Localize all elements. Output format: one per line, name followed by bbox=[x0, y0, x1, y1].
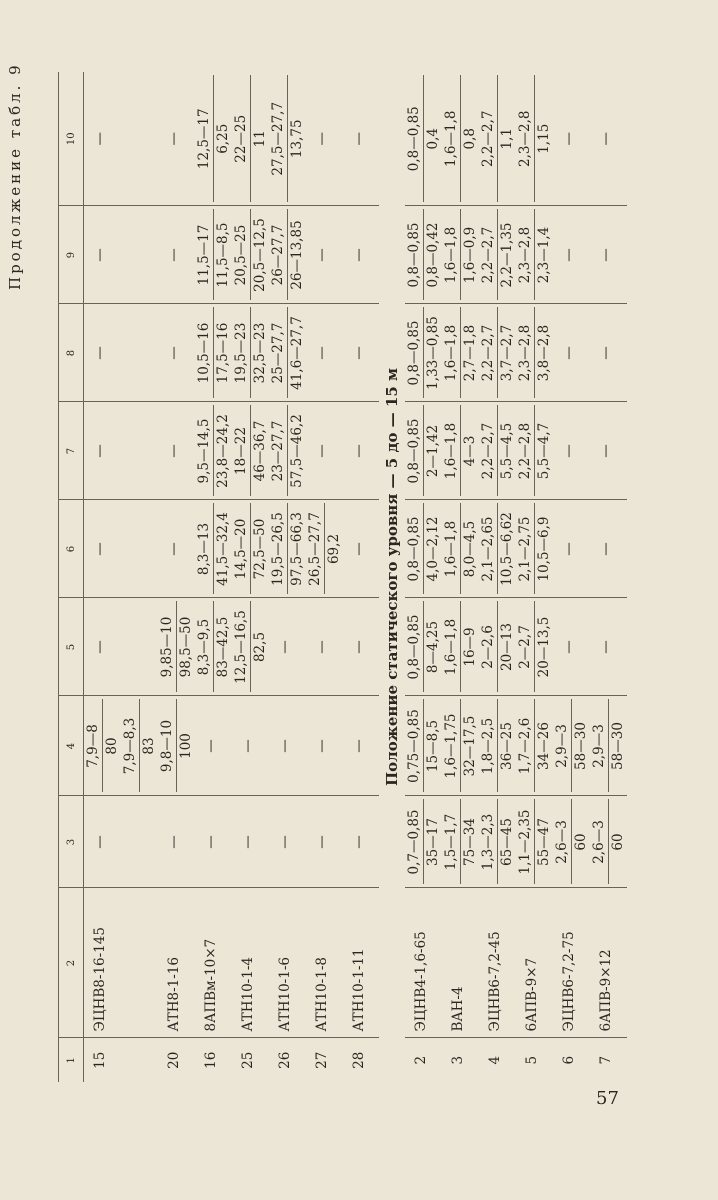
cell-value: — bbox=[351, 640, 367, 654]
fraction-numerator: 1,1—2,35 bbox=[516, 800, 535, 885]
cell-value: — bbox=[561, 542, 577, 556]
fraction-denominator: 15—8,5 bbox=[425, 719, 441, 773]
cell-value: — bbox=[561, 132, 577, 146]
fraction-numerator: 1,5—1,7 bbox=[442, 800, 461, 885]
fraction-denominator: 10,5—6,9 bbox=[536, 516, 552, 582]
table-row bbox=[553, 72, 590, 1082]
fraction-denominator: 34—26 bbox=[536, 722, 552, 770]
cell-value: — bbox=[314, 248, 330, 262]
cell-value: ЭЦНВ4-1,6-65 bbox=[413, 931, 429, 1032]
fraction-numerator: 2,9—3 bbox=[590, 700, 609, 793]
table-row bbox=[590, 72, 627, 1082]
cell-value: — bbox=[277, 640, 293, 654]
fraction-denominator: 1,15 bbox=[536, 123, 552, 154]
cell-value: — bbox=[598, 542, 614, 556]
fraction-denominator: 1,33—0,85 bbox=[425, 316, 441, 390]
fraction-denominator: 11,5—8,5 bbox=[215, 222, 231, 288]
fraction-denominator: 41,6—27,7 bbox=[289, 316, 305, 390]
cell-value: — bbox=[314, 640, 330, 654]
fraction-denominator: 80 bbox=[104, 737, 120, 755]
table-row bbox=[343, 72, 379, 1082]
cell-value: — bbox=[166, 835, 182, 849]
fraction-numerator: 12,5—16,5 bbox=[232, 602, 251, 693]
cell-value: — bbox=[351, 444, 367, 458]
fraction-numerator: 19,5—23 bbox=[232, 308, 251, 399]
fraction-denominator: 5,5—4,7 bbox=[536, 422, 552, 480]
cell-value: — bbox=[598, 248, 614, 262]
column-header: 8 bbox=[59, 304, 84, 402]
cell-value: — bbox=[561, 248, 577, 262]
fraction-denominator: 0,8 bbox=[462, 128, 478, 150]
fraction-numerator: 23—27,7 bbox=[269, 406, 288, 497]
fraction-numerator: 0,8—0,85 bbox=[405, 406, 424, 497]
table-row bbox=[442, 72, 479, 1082]
fraction-denominator: 0,8—0,42 bbox=[425, 222, 441, 288]
fraction-denominator: 69,2 bbox=[326, 533, 342, 565]
table-caption: Продолжение табл. 9 bbox=[6, 62, 24, 290]
column-header: 4 bbox=[59, 696, 84, 796]
cell-value: 8АПВм-10×7 bbox=[203, 938, 219, 1032]
fraction-denominator: 17,5—16 bbox=[215, 322, 231, 384]
cell-value: — bbox=[92, 444, 108, 458]
column-header: 7 bbox=[59, 402, 84, 500]
column-header: 9 bbox=[59, 206, 84, 304]
cell-value: — bbox=[561, 346, 577, 360]
fraction-numerator: 1,7—2,6 bbox=[516, 700, 535, 793]
cell-value: АТН10-1-8 bbox=[314, 957, 330, 1032]
cell-value: — bbox=[598, 132, 614, 146]
fraction-denominator: 20—13,5 bbox=[536, 616, 552, 678]
fraction-denominator: 2,2—1,35 bbox=[499, 222, 515, 288]
fraction-denominator: 4—3 bbox=[462, 435, 478, 467]
fraction-numerator: 11,5—17 bbox=[195, 210, 214, 301]
fraction-numerator: 2,9—3 bbox=[553, 700, 572, 793]
fraction-numerator: 2—2,7 bbox=[516, 602, 535, 693]
fraction-denominator: 2—1,42 bbox=[425, 424, 441, 478]
fraction-denominator: 16—9 bbox=[462, 627, 478, 667]
data-table bbox=[58, 72, 627, 1082]
cell-value: — bbox=[166, 132, 182, 146]
cell-value: — bbox=[561, 640, 577, 654]
cell-value: — bbox=[240, 739, 256, 753]
fraction-numerator: 7,9—8 bbox=[84, 700, 103, 793]
cell-value: — bbox=[314, 132, 330, 146]
cell-value: — bbox=[92, 248, 108, 262]
fraction-denominator: 26—13,85 bbox=[289, 220, 305, 290]
fraction-denominator: 41,5—32,4 bbox=[215, 512, 231, 586]
fraction-numerator: 1,6—1,8 bbox=[442, 75, 461, 203]
table-row bbox=[516, 72, 553, 1082]
cell-value: 28 bbox=[351, 1051, 367, 1069]
fraction-numerator: 0,7—0,85 bbox=[405, 800, 424, 885]
fraction-numerator: 8,3—13 bbox=[195, 504, 214, 595]
cell-value: — bbox=[277, 835, 293, 849]
cell-value: ЭЦНВ6-7,2-45 bbox=[487, 931, 503, 1032]
cell-value: — bbox=[166, 346, 182, 360]
cell-value: — bbox=[92, 640, 108, 654]
cell-value: АТН8-1-16 bbox=[166, 957, 182, 1032]
fraction-numerator: 0,75—0,85 bbox=[405, 700, 424, 793]
fraction-denominator: 55—47 bbox=[536, 818, 552, 866]
cell-value: ВАН-4 bbox=[450, 986, 466, 1032]
cell-value: 4 bbox=[487, 1055, 503, 1065]
cell-value: 20 bbox=[166, 1051, 182, 1069]
fraction-numerator: 2,3—2,8 bbox=[516, 75, 535, 203]
fraction-numerator: 2,3—2,8 bbox=[516, 210, 535, 301]
table-row bbox=[306, 72, 343, 1082]
fraction-numerator: 0,8—0,85 bbox=[405, 504, 424, 595]
cell-value: — bbox=[351, 739, 367, 753]
cell-value: — bbox=[92, 542, 108, 556]
fraction-numerator: 22—25 bbox=[232, 75, 251, 203]
column-header: 1 bbox=[59, 1038, 84, 1082]
fraction-numerator: 9,5—14,5 bbox=[195, 406, 214, 497]
fraction-denominator: 2,3—1,4 bbox=[536, 226, 552, 284]
fraction-numerator: 9,8—10 bbox=[158, 700, 177, 793]
fraction-denominator: 5,5—4,5 bbox=[499, 422, 515, 480]
cell-value: — bbox=[92, 835, 108, 849]
fraction-numerator: 0,8—0,85 bbox=[405, 210, 424, 301]
cell-value: — bbox=[240, 835, 256, 849]
fraction-denominator: 8—4,25 bbox=[425, 620, 441, 674]
fraction-numerator: 0,8—0,85 bbox=[405, 75, 424, 203]
fraction-numerator: 10,5—16 bbox=[195, 308, 214, 399]
cell-value: 16 bbox=[203, 1051, 219, 1069]
fraction-denominator: 98,5—50 bbox=[178, 616, 194, 678]
cell-value: 6АПВ-9×12 bbox=[598, 949, 614, 1032]
fraction-numerator: 2,6—3 bbox=[553, 800, 572, 885]
cell-value: — bbox=[277, 739, 293, 753]
cell-value: — bbox=[351, 346, 367, 360]
fraction-denominator: 100 bbox=[178, 733, 194, 759]
fraction-denominator: 13,75 bbox=[289, 119, 305, 159]
fraction-denominator: 60 bbox=[573, 833, 589, 851]
rotated-table bbox=[58, 72, 638, 1082]
fraction-denominator: 72,5—50 bbox=[252, 518, 268, 580]
cell-value: — bbox=[166, 444, 182, 458]
table-row bbox=[158, 72, 195, 1082]
fraction-numerator: 2,1—2,65 bbox=[479, 504, 498, 595]
fraction-numerator: 2,2—2,7 bbox=[479, 75, 498, 203]
fraction-denominator: 32,5—23 bbox=[252, 322, 268, 384]
fraction-numerator: 0,8—0,85 bbox=[405, 602, 424, 693]
cell-value: — bbox=[598, 346, 614, 360]
cell-value: ЭЦНВ8-16-145 bbox=[92, 927, 108, 1032]
cell-value: 3 bbox=[450, 1055, 466, 1065]
fraction-numerator: 18—22 bbox=[232, 406, 251, 497]
fraction-numerator: 2,1—2,75 bbox=[516, 504, 535, 595]
fraction-denominator: 3,8—2,8 bbox=[536, 324, 552, 382]
cell-value: 5 bbox=[524, 1055, 540, 1065]
fraction-denominator: 1,1 bbox=[499, 128, 515, 150]
table-row bbox=[195, 72, 232, 1082]
fraction-numerator: 2,6—3 bbox=[590, 800, 609, 885]
fraction-numerator: 1,3—2,3 bbox=[479, 800, 498, 885]
fraction-numerator: 26,5—27,7 bbox=[306, 504, 325, 595]
cell-value: — bbox=[351, 542, 367, 556]
cell-value: — bbox=[351, 835, 367, 849]
fraction-numerator: 25—27,7 bbox=[269, 308, 288, 399]
cell-value: — bbox=[351, 248, 367, 262]
fraction-denominator: 36—25 bbox=[499, 722, 515, 770]
fraction-denominator: 11 bbox=[252, 130, 268, 148]
fraction-numerator: 2,2—2,7 bbox=[479, 406, 498, 497]
fraction-numerator: 9,85—10 bbox=[158, 602, 177, 693]
column-header: 5 bbox=[59, 598, 84, 696]
column-header: 3 bbox=[59, 796, 84, 888]
fraction-denominator: 0,4 bbox=[425, 128, 441, 150]
column-header: 10 bbox=[59, 72, 84, 206]
column-header: 6 bbox=[59, 500, 84, 598]
fraction-numerator: 1,6—1,75 bbox=[442, 700, 461, 793]
fraction-numerator: 0,8—0,85 bbox=[405, 308, 424, 399]
cell-value: — bbox=[92, 132, 108, 146]
fraction-numerator: 20,5—25 bbox=[232, 210, 251, 301]
fraction-denominator: 20,5—12,5 bbox=[252, 218, 268, 292]
fraction-denominator: 8,0—4,5 bbox=[462, 520, 478, 578]
fraction-denominator: 2,7—1,8 bbox=[462, 324, 478, 382]
table-row bbox=[479, 72, 516, 1082]
fraction-denominator: 4,0—2,12 bbox=[425, 516, 441, 582]
fraction-denominator: 82,5 bbox=[252, 631, 268, 663]
cell-value: 2 bbox=[413, 1055, 429, 1065]
fraction-numerator: 26—27,7 bbox=[269, 210, 288, 301]
fraction-denominator: 83 bbox=[141, 737, 157, 755]
section-title: Положение статического уровня — 5 до — 15 м bbox=[383, 367, 401, 787]
fraction-denominator: 58—30 bbox=[573, 722, 589, 770]
fraction-numerator: 2,2—2,8 bbox=[516, 406, 535, 497]
fraction-numerator: 2—2,6 bbox=[479, 602, 498, 693]
cell-value: АТН10-1-11 bbox=[351, 948, 367, 1032]
cell-value: 26 bbox=[277, 1051, 293, 1069]
fraction-denominator: 35—17 bbox=[425, 818, 441, 866]
fraction-denominator: 97,5—66,3 bbox=[289, 512, 305, 586]
cell-value: — bbox=[351, 132, 367, 146]
cell-value: 25 bbox=[240, 1051, 256, 1069]
fraction-denominator: 10,5—6,62 bbox=[499, 512, 515, 586]
cell-value: — bbox=[314, 835, 330, 849]
cell-value: 7 bbox=[598, 1055, 614, 1065]
fraction-denominator: 60 bbox=[610, 833, 626, 851]
page-number: 57 bbox=[596, 1088, 619, 1109]
fraction-denominator: 6,25 bbox=[215, 123, 231, 154]
fraction-numerator: 2,2—2,7 bbox=[479, 308, 498, 399]
cell-value: — bbox=[314, 346, 330, 360]
cell-value: 6АПВ-9×7 bbox=[524, 957, 540, 1032]
cell-value: — bbox=[598, 640, 614, 654]
cell-value: — bbox=[166, 248, 182, 262]
table-row bbox=[269, 72, 306, 1082]
fraction-numerator: 7,9—8,3 bbox=[121, 700, 140, 793]
cell-value: — bbox=[314, 739, 330, 753]
cell-value: — bbox=[314, 444, 330, 458]
table-row bbox=[84, 72, 159, 1082]
cell-value: 15 bbox=[92, 1051, 108, 1069]
cell-value: 6 bbox=[561, 1055, 577, 1065]
cell-value: — bbox=[598, 444, 614, 458]
fraction-numerator: 19,5—26,5 bbox=[269, 504, 288, 595]
table-row bbox=[405, 72, 442, 1082]
fraction-denominator: 23,8—24,2 bbox=[215, 414, 231, 488]
fraction-numerator: 1,8—2,5 bbox=[479, 700, 498, 793]
fraction-denominator: 57,5—46,2 bbox=[289, 414, 305, 488]
fraction-numerator: 1,6—1,8 bbox=[442, 504, 461, 595]
fraction-numerator: 12,5—17 bbox=[195, 75, 214, 203]
fraction-denominator: 3,7—2,7 bbox=[499, 324, 515, 382]
fraction-numerator: 1,6—1,8 bbox=[442, 602, 461, 693]
fraction-denominator: 20—13 bbox=[499, 623, 515, 671]
fraction-denominator: 83—42,5 bbox=[215, 616, 231, 678]
cell-value: — bbox=[203, 835, 219, 849]
fraction-denominator: 1,6—0,9 bbox=[462, 226, 478, 284]
cell-value: — bbox=[92, 346, 108, 360]
cell-value: АТН10-1-4 bbox=[240, 957, 256, 1032]
fraction-numerator: 8,3—9,5 bbox=[195, 602, 214, 693]
cell-value: 27 bbox=[314, 1051, 330, 1069]
fraction-denominator: 58—30 bbox=[610, 722, 626, 770]
fraction-numerator: 1,6—1,8 bbox=[442, 308, 461, 399]
table-row bbox=[232, 72, 269, 1082]
fraction-numerator: 2,3—2,8 bbox=[516, 308, 535, 399]
fraction-numerator: 14,5—20 bbox=[232, 504, 251, 595]
fraction-denominator: 46—36,7 bbox=[252, 420, 268, 482]
cell-value: — bbox=[203, 739, 219, 753]
column-header: 2 bbox=[59, 888, 84, 1038]
cell-value: — bbox=[561, 444, 577, 458]
cell-value: ЭЦНВ6-7,2-75 bbox=[561, 931, 577, 1032]
fraction-numerator: 1,6—1,8 bbox=[442, 210, 461, 301]
cell-value: — bbox=[166, 542, 182, 556]
fraction-denominator: 75—34 bbox=[462, 818, 478, 866]
fraction-numerator: 1,6—1,8 bbox=[442, 406, 461, 497]
fraction-numerator: 27,5—27,7 bbox=[269, 75, 288, 203]
fraction-numerator: 2,2—2,7 bbox=[479, 210, 498, 301]
fraction-denominator: 32—17,5 bbox=[462, 715, 478, 777]
fraction-denominator: 65—45 bbox=[499, 818, 515, 866]
cell-value: АТН10-1-6 bbox=[277, 957, 293, 1032]
